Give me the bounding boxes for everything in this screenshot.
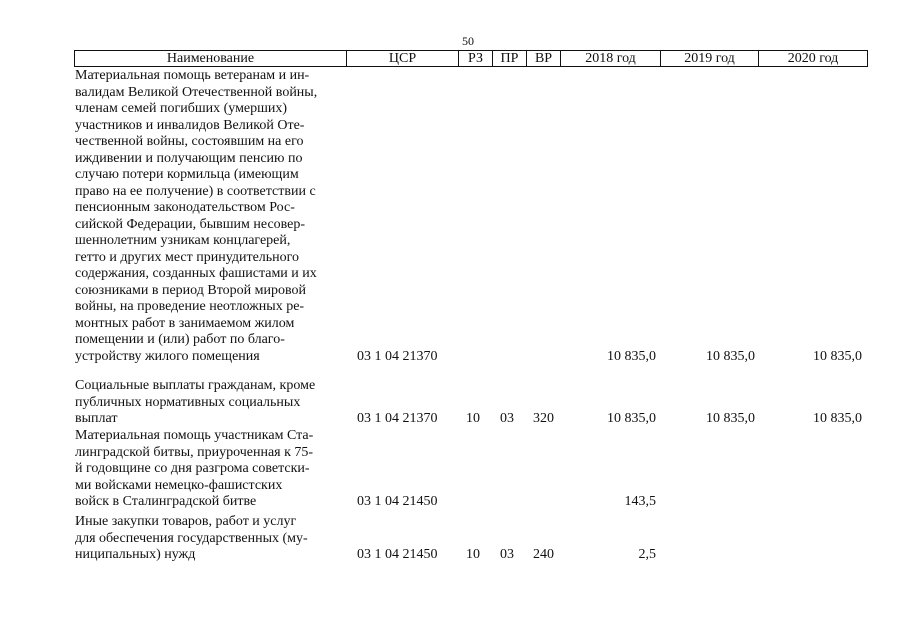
row-2020: 10 835,0	[813, 411, 862, 426]
header-2020: 2020 год	[787, 51, 839, 66]
page-number: 50	[462, 34, 474, 48]
header-rz: РЗ	[459, 51, 493, 66]
row-csr: 03 1 04 21370	[357, 348, 438, 364]
row-2020: 10 835,0	[813, 348, 862, 364]
row-csr: 03 1 04 21450	[357, 494, 438, 509]
row-2018: 143,5	[624, 494, 656, 509]
header-csr: ЦСР	[347, 51, 459, 66]
header-vr: ВР	[527, 51, 561, 66]
row-rz: 10	[466, 411, 480, 426]
table-header	[74, 50, 868, 67]
row-csr: 03 1 04 21370	[357, 411, 438, 426]
row-2019: 10 835,0	[706, 348, 755, 364]
row-name: Материальная помощь ветеранам и ин- валидам Великой Отечественной войны, членам семей погибших (умерших) участников и инвалидов Великой Оте- чественной войны, состоявшим на его иждивении и получающим пенсию по случаю потери кормильца (имеющим право на ее получение) в соответствии с пенсионным законодательством Рос- сийской Федерации, бывшим несовер- шеннолетним узникам концлагерей, гетто и других мест принудительного содержания, созданных фашистами и их союзниками в период Второй мировой войны, на проведение неотложных ре- монтных работ в занимаемом жилом помещении и (или) работ по благо- устройству жилого помещения	[75, 68, 318, 364]
row-vr: 240	[533, 547, 554, 562]
header-name: Наименование	[75, 51, 347, 66]
row-name: Иные закупки товаров, работ и услуг для обеспечения государственных (му- ниципальных) нужд	[75, 514, 308, 562]
row-name: Материальная помощь участникам Ста- линградской битвы, приуроченная к 75- й годовщине со дня разгрома советски- ми войсками немецко-фашистских войск в Сталинградской битве	[75, 428, 314, 509]
row-pr: 03	[500, 547, 514, 562]
row-csr: 03 1 04 21450	[357, 547, 438, 562]
row-vr: 320	[533, 411, 554, 426]
row-2018: 10 835,0	[607, 411, 656, 426]
row-2018: 2,5	[638, 547, 656, 562]
row-rz: 10	[466, 547, 480, 562]
row-name: Социальные выплаты гражданам, кроме публичных нормативных социальных выплат	[75, 378, 316, 426]
header-pr: ПР	[493, 51, 527, 66]
header-2018: 2018 год	[561, 51, 661, 66]
row-2018: 10 835,0	[607, 348, 656, 364]
row-2019: 10 835,0	[706, 411, 755, 426]
header-2019: 2019 год	[661, 51, 759, 66]
row-pr: 03	[500, 411, 514, 426]
